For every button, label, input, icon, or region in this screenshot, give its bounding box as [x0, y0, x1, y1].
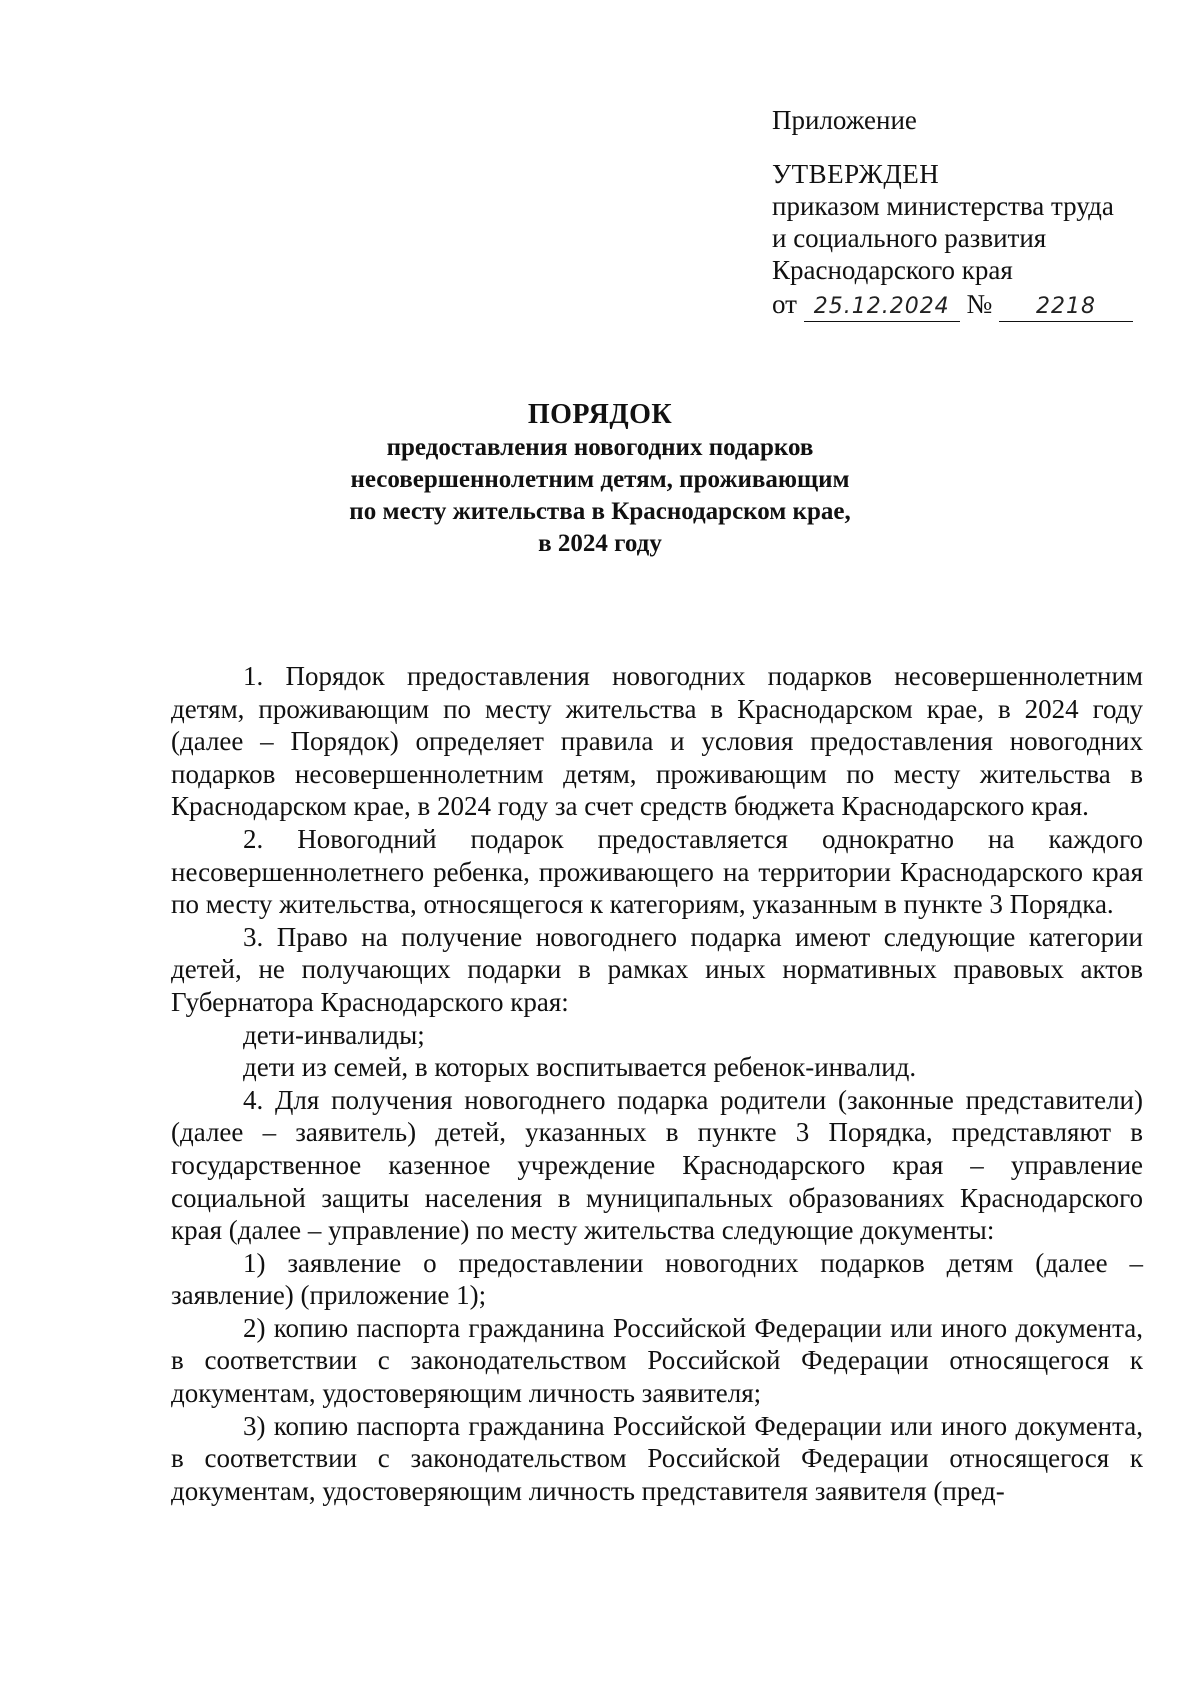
title-subline: по месту жительства в Краснодарском крае,: [349, 498, 851, 525]
order-date-number-row: [772, 288, 1132, 322]
appendix-label: Приложение: [772, 105, 917, 135]
paragraph-1: 1. Порядок предоставления новогодних подарков несовершеннолетним детям, проживающим по месту жительства в Краснодарском крае, в 2024 году (далее – Порядок) определяет правила и условия предоставления новогодних подарков несовершеннолетним детям, проживающим по месту жительства в Краснодарском крае, в 2024 году за счет средств бюджета Краснодарского края.: [171, 661, 1143, 822]
paragraph-2: 2. Новогодний подарок предоставляется однократно на каждого несовершеннолетнего ребенка, проживающего на территории Краснодарского края по месту жительства, относящегося к категориям, указанным в пункте 3 Порядка.: [171, 823, 1143, 920]
handwritten-number: 2218: [999, 293, 1133, 322]
category-item: дети-инвалиды;: [243, 1019, 425, 1050]
from-label: от: [772, 289, 797, 319]
number-label: №: [966, 289, 993, 319]
document-list-item: 1) заявление о предоставлении новогодних подарков детям (далее – заявление) (приложение 1);: [171, 1247, 1143, 1311]
document-title: ПОРЯДОК: [527, 399, 673, 430]
handwritten-date: 25.12.2024: [804, 293, 960, 322]
title-subline: предоставления новогодних подарков: [386, 434, 814, 461]
document-list-item: 2) копию паспорта гражданина Российской Федерации или иного документа, в соответствии с законодательством Российской Федерации относящегося к документам, удостоверяющим личность заявителя;: [171, 1312, 1143, 1409]
document-title-block: [200, 398, 1000, 560]
category-item: дети из семей, в которых воспитывается ребенок-инвалид.: [243, 1052, 917, 1083]
document-list-item: 3) копию паспорта гражданина Российской Федерации или иного документа, в соответствии с законодательством Российской Федерации относящегося к документам, удостоверяющим личность представителя заявителя (пред-: [171, 1410, 1143, 1506]
approval-line: и социального развития: [772, 223, 1047, 253]
approval-line: Краснодарского края: [772, 255, 1013, 285]
title-subline: в 2024 году: [538, 530, 662, 557]
document-body: [171, 660, 1143, 1507]
approved-label: УТВЕРЖДЕН: [772, 159, 940, 189]
approval-block: [772, 104, 1132, 322]
paragraph-3: 3. Право на получение новогоднего подарка имеют следующие категории детей, не получающих подарки в рамках иных нормативных правовых актов Губернатора Краснодарского края:: [171, 921, 1143, 1017]
paragraph-4: 4. Для получения новогоднего подарка родители (законные представители) (далее – заявитель) детей, указанных в пункте 3 Порядка, представляют в государственное казенное учреждение Краснодарского края – управление социальной защиты населения в муниципальных образованиях Краснодарского края (далее – управление) по месту жительства следующие документы:: [171, 1084, 1143, 1246]
title-subline: несовершеннолетним детям, проживающим: [350, 466, 850, 493]
approval-line: приказом министерства труда: [772, 191, 1114, 221]
